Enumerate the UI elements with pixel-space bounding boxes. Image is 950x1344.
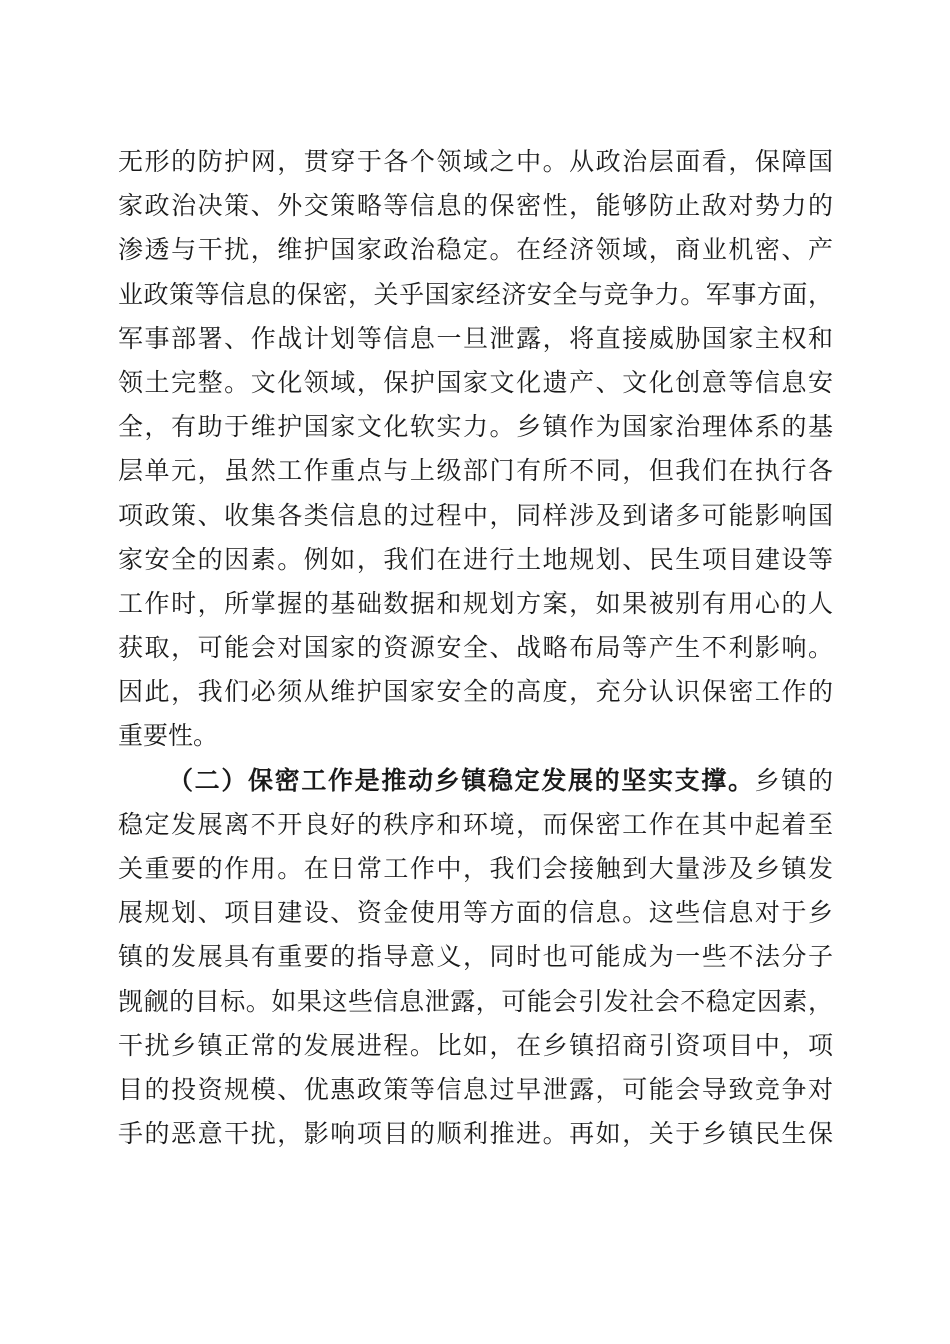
text-line: 军事部署、作战计划等信息一旦泄露，将直接威胁国家主权和 (118, 323, 833, 353)
text-line: 手的恶意干扰，影响项目的顺利推进。再如，关于乡镇民生保 (118, 1119, 833, 1149)
text-line: 领土完整。文化领域，保护国家文化遗产、文化创意等信息安 (118, 367, 833, 397)
text-line: 因此，我们必须从维护国家安全的高度，充分认识保密工作的 (118, 677, 833, 707)
paragraph-2 (118, 759, 833, 1157)
text-line: 镇的发展具有重要的指导意义，同时也可能成为一些不法分子 (118, 942, 833, 972)
text-line: 干扰乡镇正常的发展进程。比如，在乡镇招商引资项目中，项 (118, 1030, 833, 1060)
text-line: 重要性。 (118, 721, 219, 751)
text-line: 渗透与干扰，维护国家政治稳定。在经济领域，商业机密、产 (118, 235, 833, 265)
text-line: 关重要的作用。在日常工作中，我们会接触到大量涉及乡镇发 (118, 854, 833, 883)
section-heading-line (118, 759, 833, 803)
text-line: 全，有助于维护国家文化软实力。乡镇作为国家治理体系的基 (118, 412, 833, 442)
body-text (118, 140, 833, 1156)
text-line: 工作时，所掌握的基础数据和规划方案，如果被别有用心的人 (118, 588, 833, 618)
text-line: 稳定发展离不开良好的秩序和环境，而保密工作在其中起着至 (118, 809, 833, 839)
text-line: 无形的防护网，贯穿于各个领域之中。从政治层面看，保障国 (118, 147, 833, 176)
section-heading: （二）保密工作是推动乡镇稳定发展的坚实支撑。 (168, 765, 755, 795)
text-line: 业政策等信息的保密，关乎国家经济安全与竞争力。军事方面， (118, 279, 833, 309)
text-fragment: 乡镇的 (754, 765, 833, 795)
text-line: 家政治决策、外交策略等信息的保密性，能够防止敌对势力的 (118, 191, 833, 221)
text-line: 家安全的因素。例如，我们在进行土地规划、民生项目建设等 (118, 544, 833, 574)
text-line: 觊觎的目标。如果这些信息泄露，可能会引发社会不稳定因素， (118, 986, 833, 1016)
text-line: 展规划、项目建设、资金使用等方面的信息。这些信息对于乡 (118, 898, 833, 928)
text-line: 层单元，虽然工作重点与上级部门有所不同，但我们在执行各 (118, 456, 833, 486)
text-line: 目的投资规模、优惠政策等信息过早泄露，可能会导致竞争对 (118, 1074, 833, 1104)
text-line: 获取，可能会对国家的资源安全、战略布局等产生不利影响。 (118, 633, 833, 663)
paragraph-1 (118, 140, 833, 759)
text-line: 项政策、收集各类信息的过程中，同样涉及到诸多可能影响国 (118, 500, 833, 530)
